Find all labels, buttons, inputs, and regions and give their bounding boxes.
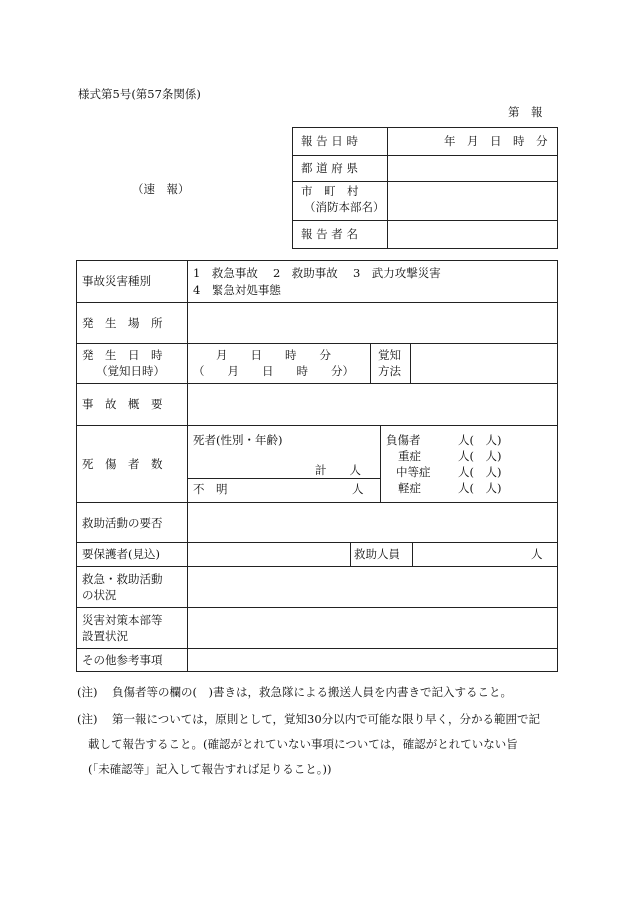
prefecture-label: 都 道 府 県 [301,161,358,175]
activity-field[interactable] [188,567,557,606]
rescue-need-field[interactable] [188,503,557,541]
location-label: 発 生 場 所 [82,316,163,330]
dead-total-label: 計 人 [315,463,361,477]
unknown-label: 不 明 [193,482,228,496]
protected-persons-label: 要保護者(見込) [82,547,160,561]
other-notes-label: その他参考事項 [82,653,163,667]
form-number: 様式第5号(第57条関係) [78,87,201,101]
note1-mark: (注) [77,685,98,699]
occurrence-datetime-field[interactable]: 月 日 時 分 [216,348,331,362]
moderate-label: 中等症 [396,465,431,479]
rescued-count-label: 救助人員 [354,547,400,561]
other-notes-field[interactable] [188,649,557,671]
dead-label: 死者(性別・年齢) [193,433,283,447]
protected-persons-field[interactable] [188,543,349,565]
location-field[interactable] [188,303,557,342]
note2-line1: 第一報については，原則として，覚知30分以内で可能な限り早く，分かる範囲で記 [112,712,540,726]
recognition-datetime-label: （覚知日時） [96,364,165,378]
rescued-count-unit: 人 [531,547,543,561]
note2-mark: (注) [77,712,98,726]
note2-line3: (「未確認等」記入して報告すれば足りること。)) [88,762,332,776]
rescue-need-label: 救助活動の要否 [82,516,163,530]
recognition-method-field[interactable] [411,344,557,382]
activity-label-2: の状況 [82,588,117,602]
recognition-datetime-field[interactable]: （ 月 日 時 分） [193,364,354,378]
municipality-field[interactable] [388,182,557,219]
note2-line2: 載して報告すること。(確認がとれていない事項については，確認がとれていない旨 [88,737,518,751]
recognition-method-label-1: 覚知 [378,348,401,362]
minor-label: 軽症 [398,481,421,495]
moderate-value[interactable]: 人( 人) [458,465,502,479]
report-number: 第 報 [508,105,543,119]
casualties-label: 死 傷 者 数 [82,457,163,471]
report-datetime-field[interactable]: 年 月 日 時 分 [444,134,548,148]
summary-label: 事 故 概 要 [82,397,163,411]
serious-label: 重症 [398,449,421,463]
sokuho-label: （速 報） [132,182,190,196]
occurrence-datetime-label: 発 生 日 時 [82,348,163,362]
accident-type-label: 事故災害種別 [82,274,151,288]
serious-value[interactable]: 人( 人) [458,449,502,463]
activity-label-1: 救急・救助活動 [82,572,163,586]
municipality-label: 市 町 村 [301,184,359,198]
hq-label-1: 災害対策本部等 [82,613,163,627]
injured-label: 負傷者 [386,433,421,447]
unknown-unit: 人 [352,482,364,496]
hq-field[interactable] [188,608,557,647]
minor-value[interactable]: 人( 人) [458,481,502,495]
injured-value[interactable]: 人( 人) [458,433,502,447]
reporter-label: 報 告 者 名 [301,227,358,241]
reporter-field[interactable] [388,221,557,248]
recognition-method-label-2: 方法 [378,364,401,378]
note1-text: 負傷者等の欄の( )書きは，救急隊による搬送人員を内書きで記入すること。 [112,685,512,699]
summary-field[interactable] [188,384,557,424]
accident-type-options-2[interactable]: 4 緊急対処事態 [193,283,281,297]
prefecture-field[interactable] [388,156,557,180]
fire-hq-label: （消防本部名） [304,200,385,214]
hq-label-2: 設置状況 [82,629,128,643]
accident-type-options-1[interactable]: 1 救急事故 2 救助事故 3 武力攻撃災害 [193,266,441,280]
report-datetime-label: 報 告 日 時 [301,134,358,148]
